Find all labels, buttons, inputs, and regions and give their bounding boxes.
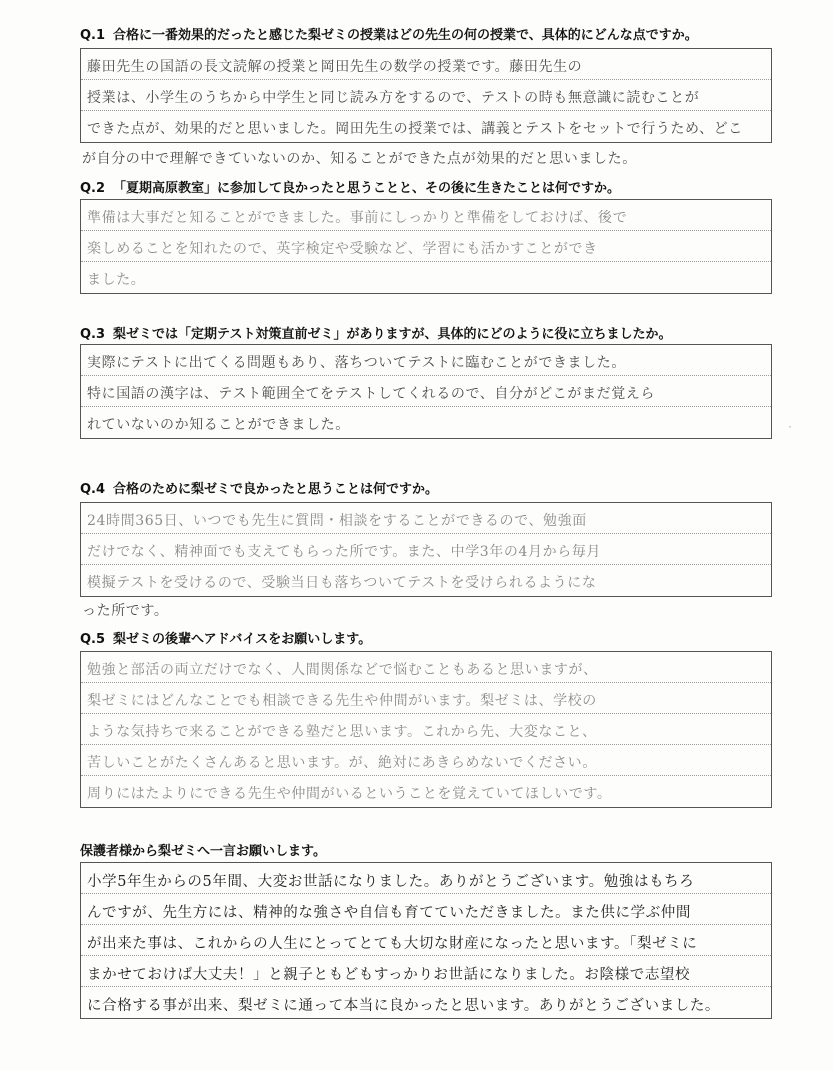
parent-answer-line: まかせておけば大丈夫！」と親子ともどもすっかりお世話になりました。お陰様で志望校 (81, 956, 771, 987)
q2-answer-line: 準備は大事だと知ることができました。事前にしっかりと準備をしておけば、後で (81, 200, 771, 231)
q4-answer-line: 模擬テストを受けるので、受験当日も落ちついてテストを受けられるようにな (87, 575, 597, 591)
parent-answer-line: 小学5年生からの5年間、大変お世話になりました。ありがとうございます。勉強はもちろ (81, 863, 771, 894)
parent-answer-line: が出来た事は、これからの人生にとってとても大切な財産になったと思います。「梨ゼミに (81, 925, 771, 956)
q1-answer-line: 藤田先生の国語の長文読解の授業と岡田先生の数学の授業です。藤田先生の (81, 49, 771, 80)
parent-answer-box (80, 862, 772, 1019)
q4-answer-box (80, 502, 772, 597)
q2-title: 「夏期高原教室」に参加して良かったと思うことと、その後に生きたことは何ですか。 (113, 181, 621, 196)
q5-answer-line: ような気持ちで来ることができる塾だと思います。これから先、大変なこと、 (81, 714, 771, 745)
q3-answer-line: れていないのか知ることができました。 (87, 417, 350, 433)
q4-number: Q.4 (80, 482, 106, 497)
q3-answer-line: 実際にテストに出てくる問題もあり、落ちついてテストに臨むことができました。 (81, 345, 771, 376)
q3-heading (80, 323, 672, 342)
q5-answer-line: 周りにはたよりにできる先生や仲間がいるということを覚えていてほしいです。 (87, 786, 612, 802)
q3-number: Q.3 (80, 327, 106, 342)
q2-answer-box (80, 199, 772, 294)
q4-answer-line: だけでなく、精神面でも支えてもらった所です。また、中学3年の4月から毎月 (81, 534, 771, 565)
q5-number: Q.5 (80, 632, 106, 647)
q1-answer-line: できた点が、効果的だと思いました。岡田先生の授業では、講義とテストをセットで行うため、どこ (87, 121, 743, 137)
q3-title: 梨ゼミでは「定期テスト対策直前ゼミ」がありますが、具体的にどのように役に立ちましたか。 (113, 327, 672, 342)
q5-answer-box (80, 651, 772, 808)
q5-title: 梨ゼミの後輩へアドバイスをお願いします。 (113, 632, 372, 647)
q1-number: Q.1 (80, 28, 106, 43)
parent-heading: 保護者様から梨ゼミへ一言お願いします。 (80, 844, 326, 859)
q2-answer-line: 楽しめることを知れたので、英字検定や受験など、学習にも活かすことができ (81, 231, 771, 262)
q2-heading (80, 177, 620, 196)
q3-answer-box (80, 344, 772, 439)
parent-answer-line: んですが、先生方には、精神的な強さや自信も育てていただきました。また供に学ぶ仲間 (81, 894, 771, 925)
q1-answer-box (80, 48, 772, 143)
q4-title: 合格のために梨ゼミで良かったと思うことは何ですか。 (113, 482, 439, 497)
q1-title: 合格に一番効果的だったと感じた梨ゼミの授業はどの先生の何の授業で、具体的にどんな点ですか。 (113, 28, 698, 43)
q5-answer-line: 勉強と部活の両立だけでなく、人間関係などで悩むこともあると思いますが、 (81, 652, 771, 683)
q4-answer-line: 24時間365日、いつでも先生に質問・相談をすることができるので、勉強面 (81, 503, 771, 534)
q4-answer-overflow: った所です。 (82, 603, 169, 619)
q2-number: Q.2 (80, 181, 106, 196)
q2-answer-line: ました。 (87, 272, 146, 288)
q3-answer-line: 特に国語の漢字は、テスト範囲全てをテストしてくれるので、自分がどこがまだ覚えら (81, 376, 771, 407)
q1-answer-line: 授業は、小学生のうちから中学生と同じ読み方をするので、テストの時も無意識に読むことが (81, 80, 771, 111)
parent-answer-line: に合格する事が出来、梨ゼミに通って本当に良かったと思います。ありがとうございました。 (87, 998, 721, 1014)
q5-answer-line: 梨ゼミにはどんなことでも相談できる先生や仲間がいます。梨ゼミは、学校の (81, 683, 771, 714)
q4-heading (80, 478, 438, 497)
q1-heading (80, 24, 698, 43)
scan-speck: · (788, 420, 792, 434)
q1-answer-overflow: が自分の中で理解できていないのか、知ることができた点が効果的だと思いました。 (82, 151, 637, 167)
q5-heading (80, 628, 371, 647)
q5-answer-line: 苦しいことがたくさんあると思います。が、絶対にあきらめないでください。 (81, 745, 771, 776)
